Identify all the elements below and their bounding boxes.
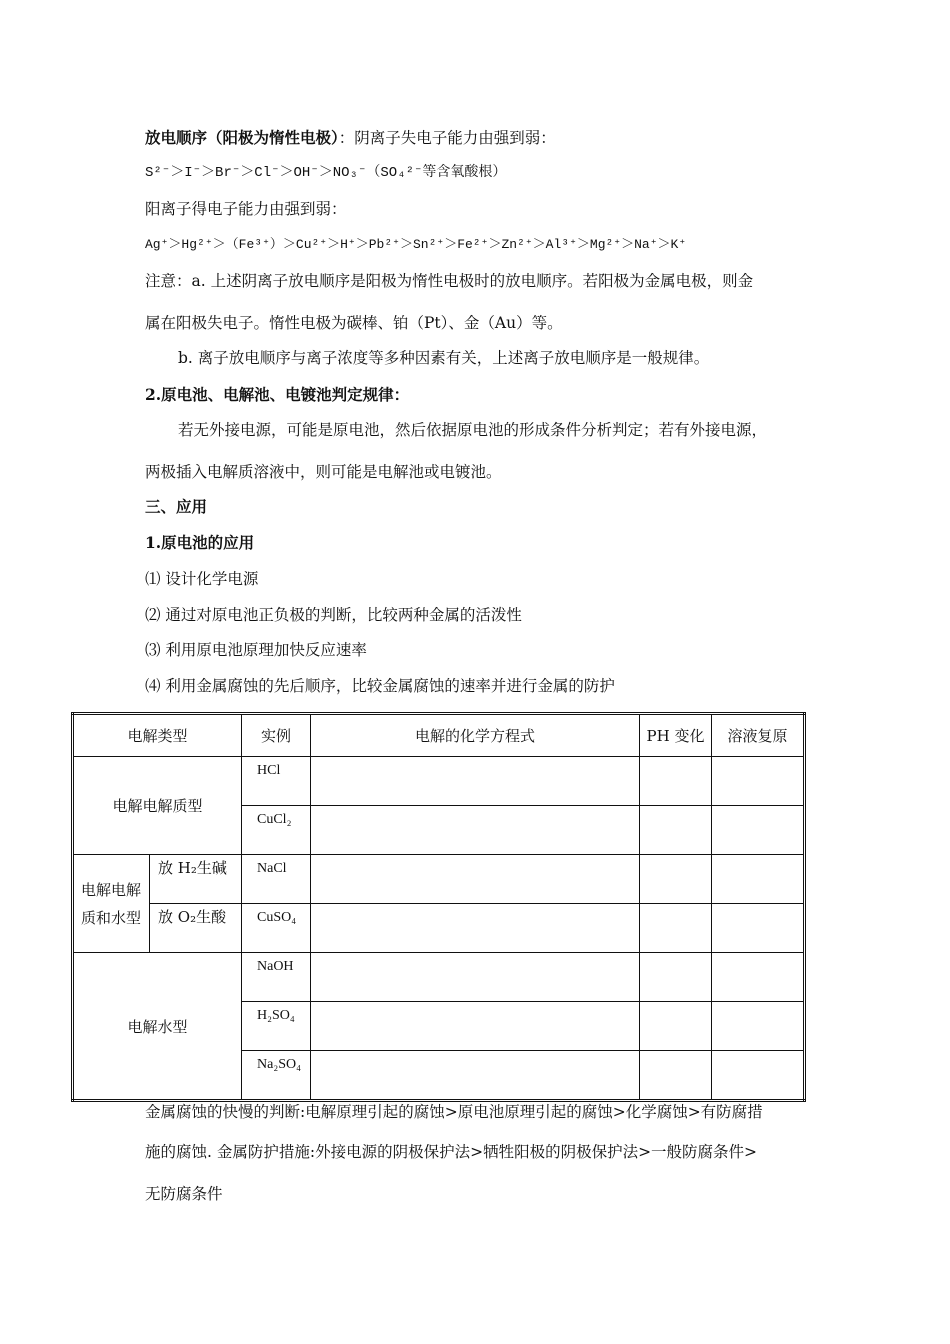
ph-cell <box>640 1051 712 1101</box>
example-cell: NaCl <box>242 855 311 904</box>
equation-cell <box>311 1051 640 1101</box>
equation-cell <box>311 757 640 806</box>
corrosion-line-3: 无防腐条件 <box>145 1185 223 1203</box>
table-row <box>73 855 805 904</box>
ph-cell <box>640 904 712 953</box>
anion-intro: ：阴离子失电子能力由强到弱： <box>338 129 556 147</box>
equation-cell <box>311 806 640 855</box>
section3-subtitle: 1.原电池的应用 <box>145 533 255 552</box>
example-cell: HCl <box>242 757 311 806</box>
equation-cell <box>311 904 640 953</box>
corrosion-line-2: 施的腐蚀. 金属防护措施:外接电源的阴极保护法>牺牲阳极的阴极保护法>一般防腐条件> <box>145 1143 758 1161</box>
example-cell: H₂SO₄ <box>242 1002 311 1051</box>
restore-cell <box>712 953 805 1002</box>
discharge-heading-line <box>145 128 556 148</box>
restore-cell <box>712 757 805 806</box>
ph-cell <box>640 1002 712 1051</box>
example-cell: CuCl₂ <box>242 806 311 855</box>
cation-order: Ag⁺＞Hg²⁺＞（Fe³⁺）＞Cu²⁺＞H⁺＞Pb²⁺＞Sn²⁺＞Fe²⁺＞Zn²⁺＞Al³⁺＞Mg²⁺＞Na⁺＞K⁺ <box>145 237 687 252</box>
type-mixed-label: 电解电解质和水型 <box>81 880 142 927</box>
table-row <box>73 904 805 953</box>
note-a-line-2: 属在阳极失电子。惰性电极为碳棒、铂（Pt）、金（Au）等。 <box>145 314 563 332</box>
section3-title: 三、应用 <box>145 497 208 516</box>
list-item: ⑴ 设计化学电源 <box>145 570 259 588</box>
equation-cell <box>311 953 640 1002</box>
ph-cell <box>640 806 712 855</box>
section2-para-1: 若无外接电源，可能是原电池，然后依据原电池的形成条件分析判定；若有外接电源， <box>178 421 768 439</box>
header-restore: 溶液复原 <box>712 714 805 757</box>
anion-order: S²⁻＞I⁻＞Br⁻＞Cl⁻＞OH⁻＞NO₃⁻（SO₄²⁻等含氧酸根） <box>145 165 507 181</box>
restore-cell <box>712 904 805 953</box>
section2-title: 2.原电池、电解池、电镀池判定规律： <box>145 385 410 404</box>
note-a-line-1: 注意：a. 上述阴离子放电顺序是阳极为惰性电极时的放电顺序。若阳极为金属电极，则金 <box>145 272 754 290</box>
example-cell: NaOH <box>242 953 311 1002</box>
table-row <box>73 953 805 1002</box>
list-item: ⑷ 利用金属腐蚀的先后顺序，比较金属腐蚀的速率并进行金属的防护 <box>145 677 615 695</box>
corrosion-line-1: 金属腐蚀的快慢的判断:电解原理引起的腐蚀>原电池原理引起的腐蚀>化学腐蚀>有防腐措 <box>145 1103 763 1121</box>
type-mixed <box>73 855 150 953</box>
discharge-title: 放电顺序（阳极为惰性电极） <box>145 128 339 147</box>
table-header-row <box>73 714 805 757</box>
sub-type-h2: 放 H₂生碱 <box>150 855 242 904</box>
header-type: 电解类型 <box>73 714 242 757</box>
equation-cell <box>311 1002 640 1051</box>
section2-para-2: 两极插入电解质溶液中，则可能是电解池或电镀池。 <box>145 463 502 481</box>
type-water: 电解水型 <box>73 953 242 1101</box>
header-example: 实例 <box>242 714 311 757</box>
restore-cell <box>712 855 805 904</box>
sub-type-o2: 放 O₂生酸 <box>150 904 242 953</box>
list-item: ⑶ 利用原电池原理加快反应速率 <box>145 641 367 659</box>
example-cell: CuSO₄ <box>242 904 311 953</box>
table-row <box>73 757 805 806</box>
list-item: ⑵ 通过对原电池正负极的判断，比较两种金属的活泼性 <box>145 606 522 624</box>
ph-cell <box>640 855 712 904</box>
equation-cell <box>311 855 640 904</box>
header-equation: 电解的化学方程式 <box>311 714 640 757</box>
restore-cell <box>712 1051 805 1101</box>
cation-intro: 阳离子得电子能力由强到弱： <box>145 200 347 218</box>
electrolysis-table <box>71 712 806 1102</box>
note-b: b. 离子放电顺序与离子浓度等多种因素有关，上述离子放电顺序是一般规律。 <box>178 349 710 367</box>
type-electrolyte: 电解电解质型 <box>73 757 242 855</box>
restore-cell <box>712 806 805 855</box>
example-cell: Na₂SO₄ <box>242 1051 311 1101</box>
ph-cell <box>640 757 712 806</box>
ph-cell <box>640 953 712 1002</box>
header-ph: PH 变化 <box>640 714 712 757</box>
restore-cell <box>712 1002 805 1051</box>
